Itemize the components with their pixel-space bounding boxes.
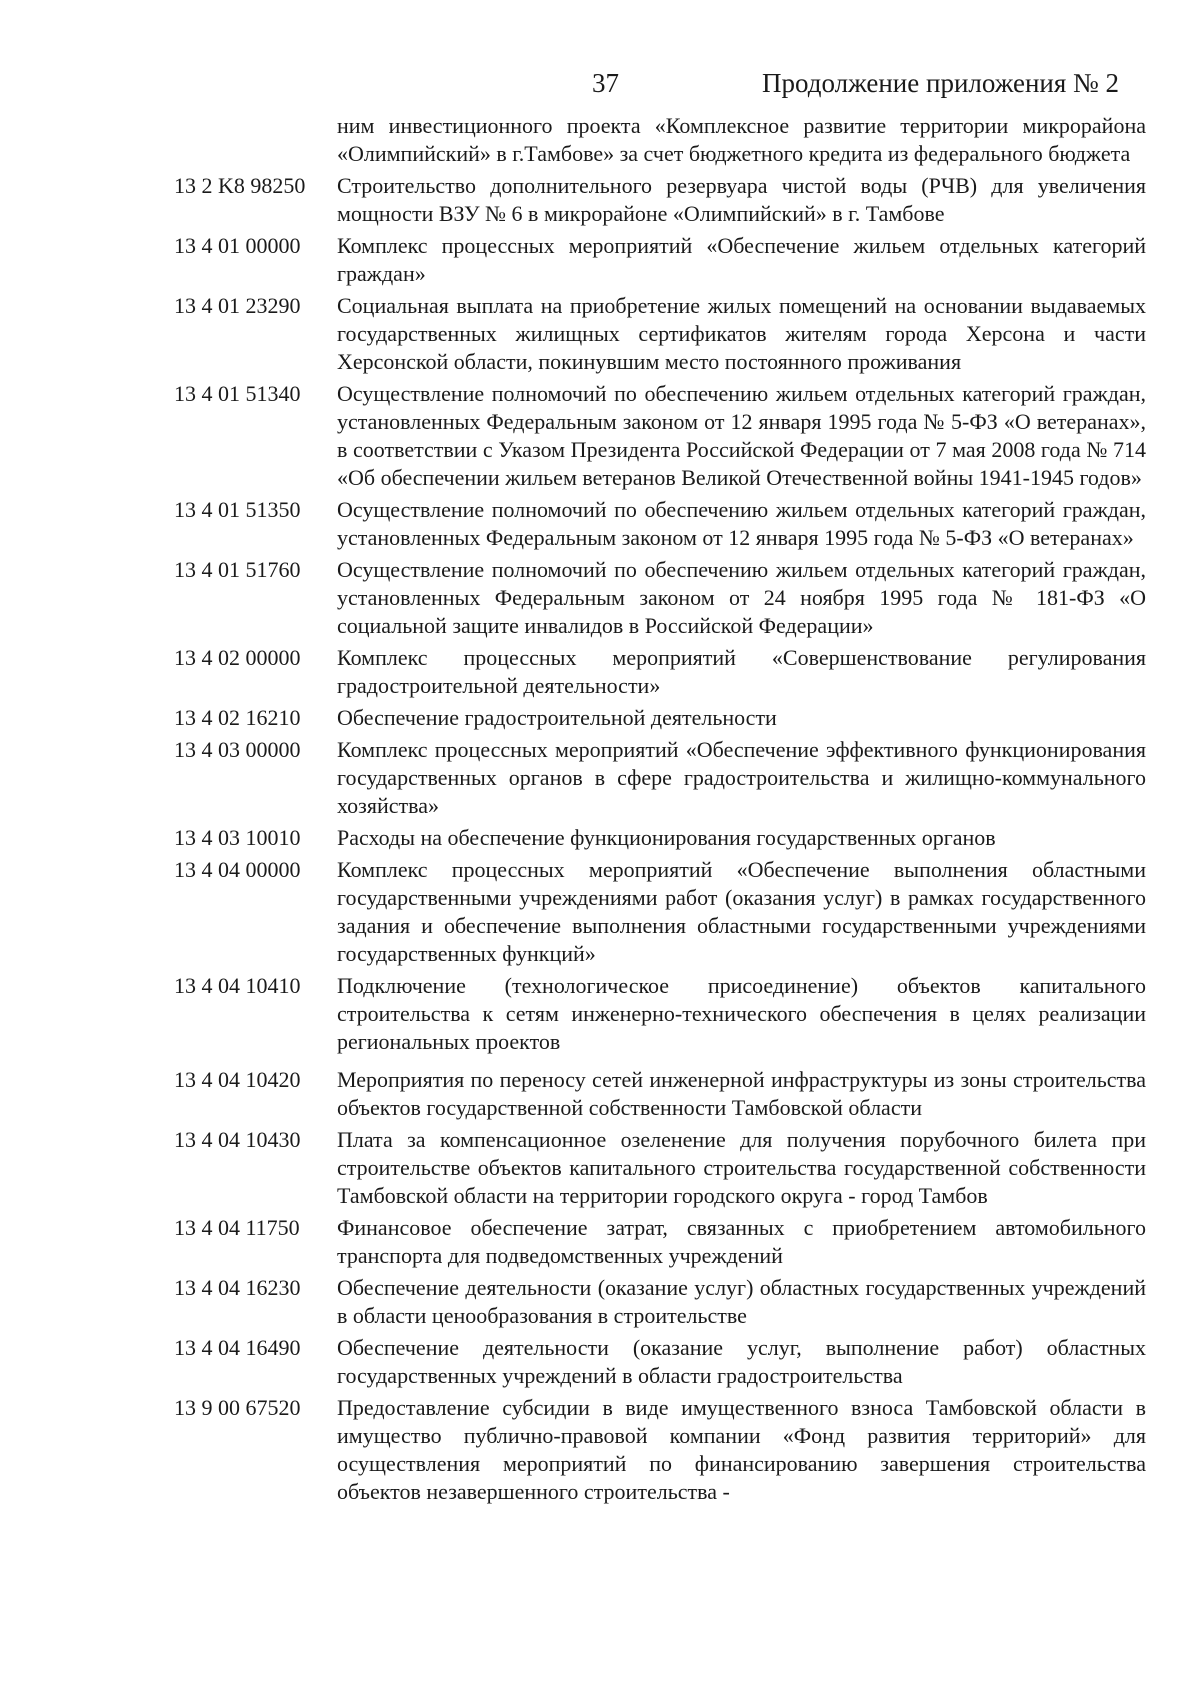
list-item bbox=[174, 1066, 1146, 1122]
budget-description: Социальная выплата на приобретение жилых помещений на основании выдаваемых государственных жилищных сертификатов жителям города Херсона и части Херсонской области, покинувшим место постоянного проживания bbox=[337, 293, 1146, 374]
budget-description: Обеспечение градостроительной деятельности bbox=[337, 705, 777, 730]
budget-description: Подключение (технологическое присоединение) объектов капитального строительства к сетям инженерно-технического обеспечения в целях реализации региональных проектов bbox=[337, 973, 1146, 1054]
budget-description: Комплекс процессных мероприятий «Обеспечение жильем отдельных категорий граждан» bbox=[337, 233, 1146, 286]
budget-code-list bbox=[174, 112, 1146, 1510]
list-item bbox=[174, 1214, 1146, 1270]
budget-description: Строительство дополнительного резервуара чистой воды (РЧВ) для увеличения мощности ВЗУ № 6 в микрорайоне «Олимпийский» в г. Тамбове bbox=[337, 173, 1146, 226]
budget-description: Комплекс процессных мероприятий «Совершенствование регулирования градостроительной деятельности» bbox=[337, 645, 1146, 698]
budget-description: Комплекс процессных мероприятий «Обеспечение выполнения областными государственными учреждениями работ (оказания услуг) в рамках государственного задания и обеспечение выполнения областными государственными учреждениями государственных функций» bbox=[337, 857, 1146, 966]
list-item bbox=[174, 1334, 1146, 1390]
list-item bbox=[174, 496, 1146, 552]
budget-description: Плата за компенсационное озеленение для получения порубочного билета при строительстве объектов капитального строительства государственной собственности Тамбовской области на территории городского округа - город Тамбов bbox=[337, 1127, 1146, 1208]
budget-code: 13 4 01 51340 bbox=[174, 381, 301, 406]
list-item bbox=[174, 232, 1146, 288]
budget-code: 13 4 04 10420 bbox=[174, 1067, 301, 1092]
list-item bbox=[174, 736, 1146, 820]
budget-code: 13 4 01 23290 bbox=[174, 293, 301, 318]
page-heading: Продолжение приложения № 2 bbox=[762, 68, 1120, 98]
budget-code: 13 4 01 51760 bbox=[174, 557, 301, 582]
budget-code: 13 4 04 00000 bbox=[174, 857, 301, 882]
budget-code: 13 4 04 16490 bbox=[174, 1335, 301, 1360]
list-item bbox=[174, 704, 1146, 732]
list-item bbox=[174, 972, 1146, 1056]
budget-code: 13 4 01 00000 bbox=[174, 233, 301, 258]
budget-description: Обеспечение деятельности (оказание услуг) областных государственных учреждений в области ценообразования в строительстве bbox=[337, 1275, 1146, 1328]
budget-description: ним инвестиционного проекта «Комплексное развитие территории микрорайона «Олимпийский» в г.Тамбове» за счет бюджетного кредита из федерального бюджета bbox=[337, 113, 1146, 166]
budget-code: 13 4 02 00000 bbox=[174, 645, 301, 670]
budget-description: Мероприятия по переносу сетей инженерной инфраструктуры из зоны строительства объектов государственной собственности Тамбовской области bbox=[337, 1067, 1146, 1120]
budget-description: Осуществление полномочий по обеспечению жильем отдельных категорий граждан, установленных Федеральным законом от 24 ноября 1995 года № 181-ФЗ «О социальной защите инвалидов в Российской Федерации» bbox=[337, 557, 1146, 638]
budget-description: Расходы на обеспечение функционирования государственных органов bbox=[337, 825, 996, 850]
budget-code: 13 4 03 00000 bbox=[174, 737, 301, 762]
budget-code: 13 4 04 10430 bbox=[174, 1127, 301, 1152]
list-item bbox=[174, 824, 1146, 852]
budget-code: 13 4 04 10410 bbox=[174, 973, 301, 998]
list-item bbox=[174, 1394, 1146, 1506]
list-item bbox=[174, 856, 1146, 968]
list-item bbox=[174, 112, 1146, 168]
list-item bbox=[174, 380, 1146, 492]
list-item bbox=[174, 172, 1146, 228]
list-item bbox=[174, 644, 1146, 700]
budget-code: 13 4 03 10010 bbox=[174, 825, 301, 850]
budget-description: Осуществление полномочий по обеспечению жильем отдельных категорий граждан, установленных Федеральным законом от 12 января 1995 года № 5-ФЗ «О ветеранах», в соответствии с Указом Президента Российской Федерации от 7 мая 2008 года № 714 «Об обеспечении жильем ветеранов Великой Отечественной войны 1941-1945 годов» bbox=[337, 381, 1146, 490]
list-item bbox=[174, 1274, 1146, 1330]
budget-code: 13 2 K8 98250 bbox=[174, 173, 306, 198]
page-number: 37 bbox=[592, 68, 619, 98]
budget-code: 13 4 04 16230 bbox=[174, 1275, 301, 1300]
budget-description: Обеспечение деятельности (оказание услуг, выполнение работ) областных государственных учреждений в области градостроительства bbox=[337, 1335, 1146, 1388]
list-item bbox=[174, 556, 1146, 640]
budget-code: 13 4 04 11750 bbox=[174, 1215, 300, 1240]
budget-description: Финансовое обеспечение затрат, связанных с приобретением автомобильного транспорта для подведомственных учреждений bbox=[337, 1215, 1146, 1268]
budget-code: 13 4 01 51350 bbox=[174, 497, 301, 522]
budget-description: Комплекс процессных мероприятий «Обеспечение эффективного функционирования государственных органов в сфере градостроительства и жилищно-коммунального хозяйства» bbox=[337, 737, 1146, 818]
budget-description: Предоставление субсидии в виде имущественного взноса Тамбовской области в имущество публично-правовой компании «Фонд развития территорий» для осуществления мероприятий по финансированию завершения строительства объектов незавершенного строительства - bbox=[337, 1395, 1146, 1504]
budget-code: 13 4 02 16210 bbox=[174, 705, 301, 730]
budget-code: 13 9 00 67520 bbox=[174, 1395, 301, 1420]
list-item bbox=[174, 292, 1146, 376]
list-item bbox=[174, 1126, 1146, 1210]
budget-description: Осуществление полномочий по обеспечению жильем отдельных категорий граждан, установленных Федеральным законом от 12 января 1995 года № 5-ФЗ «О ветеранах» bbox=[337, 497, 1146, 550]
